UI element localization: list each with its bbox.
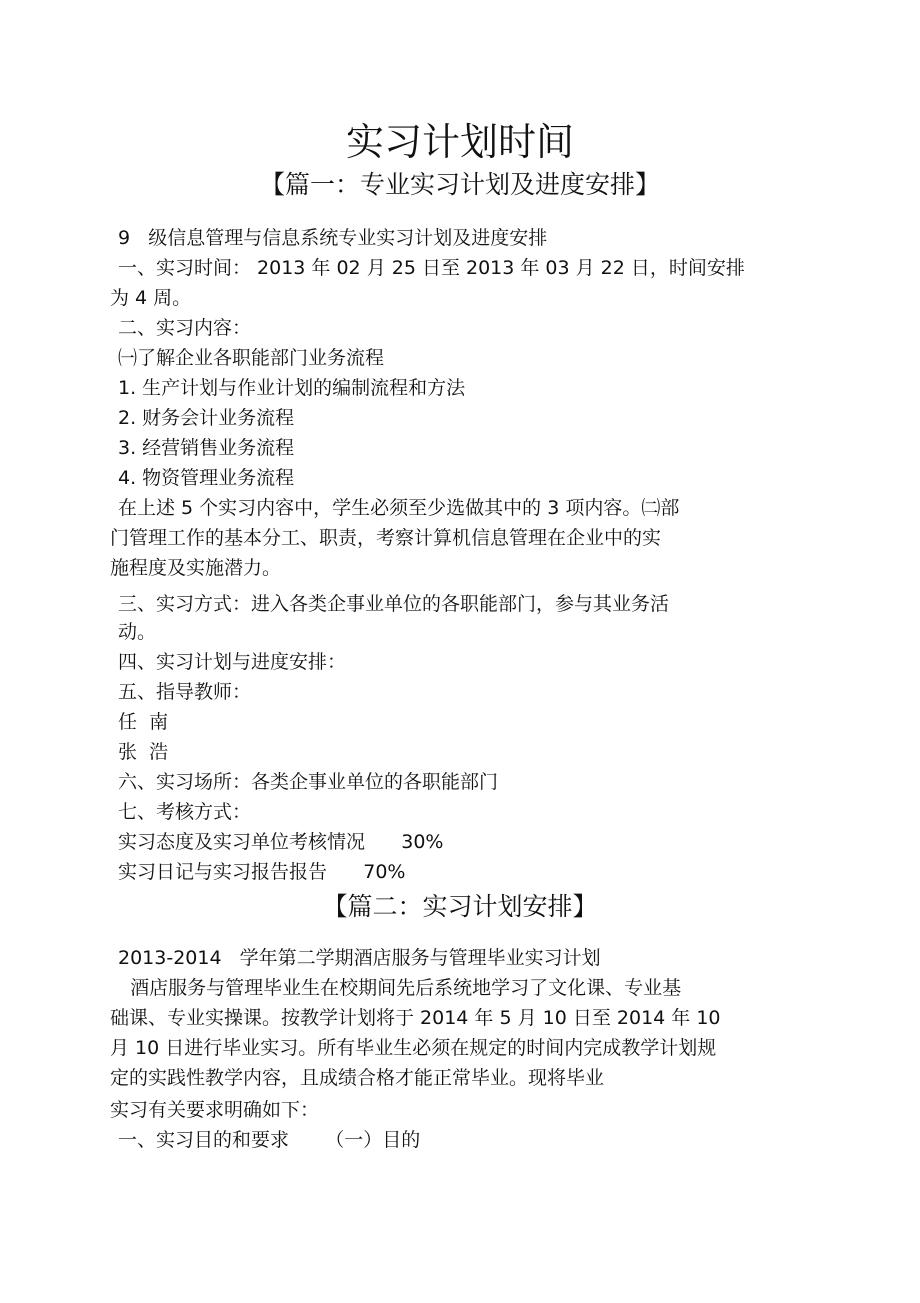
part1-line: 二、实习内容： (118, 317, 252, 339)
part1-line: 3. 经营销售业务流程 (118, 437, 295, 459)
part1-line: 三、实习方式：进入各类企事业单位的各职能部门，参与其业务活 (118, 593, 670, 615)
part1-line: 一、实习时间： 2013 年 02 月 25 日至 2013 年 03 月 22 日，时间安排 (118, 257, 745, 279)
part2-line: 一、实习目的和要求 （一）目的 (118, 1129, 421, 1151)
part1-line: 为 4 周。 (110, 287, 192, 309)
part2-line: 础课、专业实操课。按教学计划将于 2014 年 5 月 10 日至 2014 年 10 (110, 1007, 721, 1029)
part1-line: ㈠了解企业各职能部门业务流程 (118, 347, 385, 369)
part1-line: 动。 (118, 621, 157, 643)
part2-line: 月 10 日进行毕业实习。所有毕业生必须在规定的时间内完成教学计划规 (110, 1037, 717, 1059)
part1-line: 五、指导教师： (118, 681, 252, 703)
part1-line: 张 浩 (118, 741, 169, 763)
part2-heading: 【篇二：实习计划安排】 (322, 892, 598, 921)
document-title: 实习计划时间 (345, 120, 574, 164)
part1-line: 实习态度及实习单位考核情况 30% (118, 831, 444, 853)
part1-line: 在上述 5 个实习内容中，学生必须至少选做其中的 3 项内容。㈡部 (118, 497, 680, 519)
part1-heading: 【篇一：专业实习计划及进度安排】 (259, 170, 660, 199)
part1-line: 门管理工作的基本分工、职责，考察计算机信息管理在企业中的实 (110, 527, 662, 549)
part1-line: 2. 财务会计业务流程 (118, 407, 295, 429)
part1-line: 四、实习计划与进度安排： (118, 651, 347, 673)
part1-line: 实习日记与实习报告报告 70% (118, 861, 406, 883)
part1-line: 任 南 (118, 711, 169, 733)
part2-line: 酒店服务与管理毕业生在校期间先后系统地学习了文化课、专业基 (118, 977, 682, 999)
part2-line: 实习有关要求明确如下： (110, 1099, 320, 1121)
part2-line: 2013-2014 学年第二学期酒店服务与管理毕业实习计划 (118, 947, 601, 969)
part1-line: 9 级信息管理与信息系统专业实习计划及进度安排 (118, 227, 548, 249)
part1-line: 1. 生产计划与作业计划的编制流程和方法 (118, 377, 466, 399)
part1-line: 六、实习场所：各类企事业单位的各职能部门 (118, 771, 499, 793)
part2-line: 定的实践性教学内容，且成绩合格才能正常毕业。现将毕业 (110, 1067, 605, 1089)
part1-line: 4. 物资管理业务流程 (118, 467, 295, 489)
part1-line: 七、考核方式： (118, 801, 252, 823)
part1-line: 施程度及实施潜力。 (110, 557, 282, 579)
